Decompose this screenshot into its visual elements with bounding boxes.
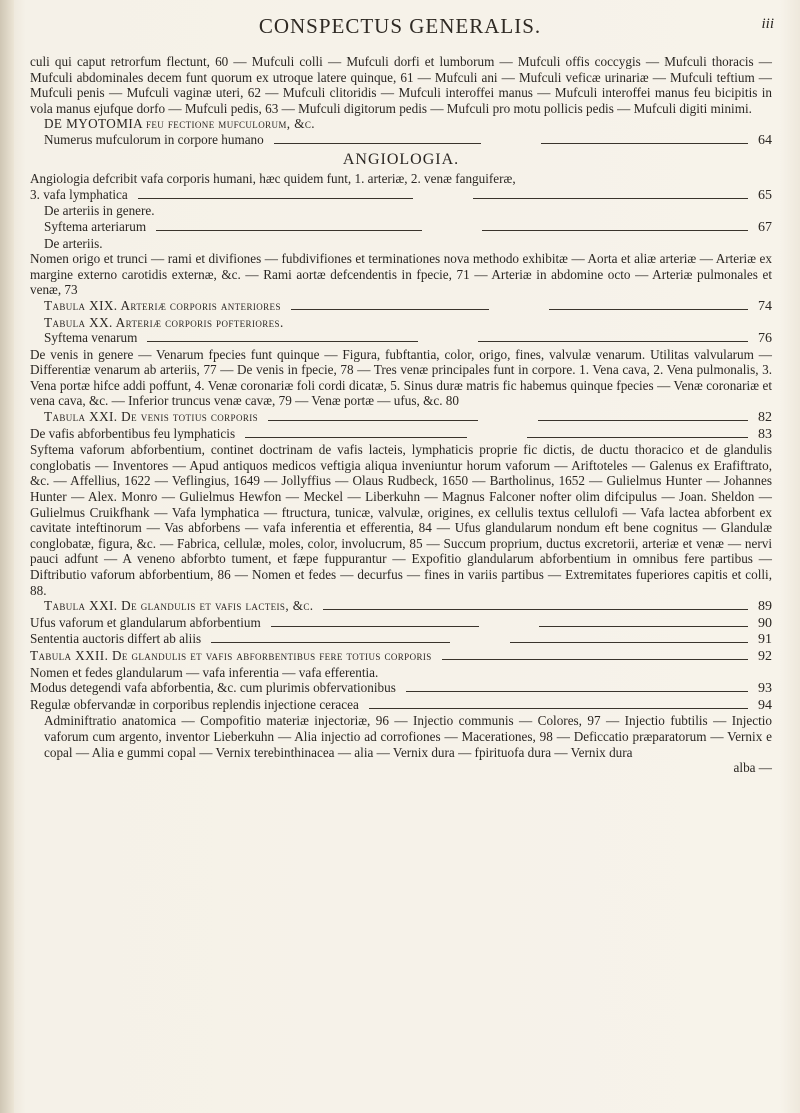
catchword: alba — <box>733 760 772 776</box>
leader-rule <box>138 198 413 199</box>
toc-entry-label: Syftema venarum <box>44 330 138 346</box>
de-arteriis: De arteriis. <box>44 235 103 251</box>
toc-entry-de-vasis <box>30 426 772 443</box>
toc-entry-regulae <box>30 697 772 714</box>
leader-rule <box>539 626 748 627</box>
paragraph-nomen-origo: Nomen origo et trunci — rami et divifiones — fubdivifiones et terminationes nova methodo exhibitæ — Aorta et aliæ arteriæ — Arteriæ ex margine externo carotidis externæ, &c. — Rami aortæ defcendentis in fpecie, 71 — Arteriæ in abdomine octo — Arteriæ pulmonales et venæ, 73 <box>30 251 772 298</box>
leader-rule <box>406 691 748 692</box>
toc-entry-label: Modus detegendi vafa abforbentia, &c. cum plurimis obfervationibus <box>30 680 396 696</box>
toc-page-ref: 89 <box>758 599 772 615</box>
leader-rule <box>541 143 748 144</box>
toc-entry-label: Tabula XXI. De venis totius corporis <box>44 409 259 425</box>
toc-page-ref: 90 <box>758 615 772 631</box>
toc-page-ref: 91 <box>758 632 772 648</box>
toc-entry-systema-venarum <box>30 330 772 347</box>
paragraph-de-venis: De venis in genere — Venarum fpecies funt quinque — Figura, fubftantia, color, origo, fines, valvulæ venarum. Utilitas valvularum — Differentiæ venarum ab arteriis, 77 — De venis in fpecie, 78 — Tres venæ principales funt in corpore. 1. Vena cava, 2. Vena pulmonalis, 3. Vena portæ hifce addi poffunt, 4. Venæ coronariæ foli cordi dicatæ, 5. Sinus duræ matris fic habemus quinque fpecies — Venæ coronariæ et vena cava, &c. — Inferior truncus venæ cavæ, 79 — Venæ portæ — ufus, &c. 80 <box>30 346 772 409</box>
leader-rule <box>510 642 748 643</box>
toc-entry-label: Syftema arteriarum <box>44 218 147 234</box>
toc-entry-modus <box>30 680 772 697</box>
toc-page-ref: 74 <box>758 298 773 314</box>
leader-rule <box>268 420 478 421</box>
leader-rule <box>323 609 748 610</box>
page-header <box>0 14 800 44</box>
toc-entry-tabula-xx: Tabula XX. Arteriæ corporis pofteriores. <box>44 314 284 330</box>
toc-page-ref: 83 <box>758 426 772 442</box>
toc-entry-label: Tabula XIX. Arteriæ corporis anteriores <box>44 297 281 313</box>
leader-rule <box>369 708 748 709</box>
angiologia-intro: Angiologia defcribit vafa corporis humani, hæc quidem funt, 1. arteriæ, 2. venæ fanguiferæ, <box>30 171 516 187</box>
leader-rule <box>538 420 748 421</box>
toc-entry-sententia <box>30 631 772 648</box>
toc-entry-label: De vafis abforbentibus feu lymphaticis <box>30 425 236 441</box>
toc-entry-numerus <box>30 132 772 149</box>
leader-rule <box>156 230 422 231</box>
toc-entry-label: 3. vafa lymphatica <box>30 186 128 202</box>
toc-entry-label: Regulæ obfervandæ in corporibus replendis injectione ceracea <box>30 696 359 712</box>
toc-page-ref: 65 <box>758 187 772 203</box>
paragraph-systema-vasorum: Syftema vaforum abforbentium, continet doctrinam de vafis lacteis, lymphaticis proprie fic dictis, de ductu thoracico et de glandulis conglobatis — Inventores — Apud antiquos medicos veftigia aliqua inveniuntur horum vaforum — Ariftoteles — Galenus ex Erafiftrato, &c. — Affellius, 1622 — Veflingius, 1649 — Jollyffius — Olaus Rudbeck, 1650 — Bartholinus, 1652 — Gulielmus Hunter — Johannes Hunter — Alex. Monro — Gulielmus Hewfon — Meckel — Liberkuhn — Magnus Falconer nofter olim difcipulus — Joan. Sheldon — Gulielmus Cruikfhank — Vafa lymphatica — ftructura, tunicæ, valvulæ, origines, ex cellulis textus cellulofi — Vafa lactea abforbent ex cavitate inteftinorum — Vas abforbens — vafa inferentia et efferentia, 84 — Ufus glandularum nondum eft bene cognitus — Glandulæ conglobatæ, figura, &c. — Fabrica, cellulæ, moles, color, involucrum, 85 — Succum proprium, ductus excretorii, arteriæ et venæ — nervi pauci adfunt — A veneno abforbto tument, et fæpe fuppurantur — Expofitio glandularum abforbentium in omnibus fere partibus — Diftributio vaforum abforbentium, 86 — Nomen et fedes — decurfus — fines in variis partibus — Extremitates fuperiores capitis et colli, 88. <box>30 442 772 598</box>
toc-entry-tabula-xxi <box>30 409 772 426</box>
leader-rule <box>442 659 748 660</box>
leader-rule <box>527 437 748 438</box>
leader-rule <box>274 143 481 144</box>
toc-page-ref: 76 <box>758 331 773 347</box>
page-content <box>30 54 772 776</box>
leader-rule <box>271 626 480 627</box>
paragraph-administratio: Adminiftratio anatomica — Compofitio materiæ injectoriæ, 96 — Injectio communis — Colores, 97 — Injectio fubtilis — Injectio vaforum cum argento, inventor Lieberkuhn — Alia injectio ad corrofiones — Macerationes, 98 — Deficcatio præparatorum — Vernix e copal — Alia e gummi copal — Vernix terebinthinacea — alia — Vernix dura — fpirituofa dura — Vernix dura <box>44 713 772 760</box>
section-heading-angiologia: ANGIOLOGIA. <box>342 150 460 168</box>
toc-entry-tabula-xix <box>30 298 772 315</box>
toc-page-ref: 94 <box>758 697 772 713</box>
de-myotomia-line: DE MYOTOMIA feu fectione mufculorum, &c. <box>44 116 315 132</box>
toc-entry-label: Ufus vaforum et glandularum abforbentium <box>30 614 261 630</box>
toc-page-ref: 93 <box>758 681 772 697</box>
leader-rule <box>291 309 490 310</box>
toc-page-ref: 92 <box>758 648 772 664</box>
toc-page-ref: 64 <box>758 132 772 148</box>
toc-entry-systema-arteriarum <box>30 219 772 236</box>
leader-rule <box>245 437 466 438</box>
page-gutter <box>0 0 14 1113</box>
leader-rule <box>473 198 748 199</box>
running-title: CONSPECTUS GENERALIS. <box>258 14 542 38</box>
toc-entry-label: Tabula XXI. De glandulis et vafis lacteis, &c. <box>44 598 314 614</box>
leader-rule <box>147 341 417 342</box>
paragraph-musculi: culi qui caput retrorfum flectunt, 60 — Mufculi colli — Mufculi dorfi et lumborum — Mufculi offis coccygis — Mufculi thoracis — Mufculi abdominales decem funt quorum ex utroque latere quinque, 61 — Mufculi ani — Mufculi veficæ urinariæ — Mufculi teftium — Mufculi penis — Mufculi vaginæ uteri, 62 — Mufculi clitoridis — Mufculi interoffei manus — Mufculi interoffei manus feu bicipitis in vola manus ejufque dorfo — Mufculi pedis, 63 — Mufculi digitorum pedis — Mufculi pro motu pollicis pedis — Mufculi digiti minimi. <box>30 54 772 116</box>
nomen-sedes-line: Nomen et fedes glandularum — vafa inferentia — vafa efferentia. <box>30 664 379 680</box>
toc-page-ref: 82 <box>758 410 773 426</box>
toc-entry-label: Sententia auctoris differt ab aliis <box>30 631 202 647</box>
toc-entry-usus <box>30 615 772 632</box>
leader-rule <box>211 642 449 643</box>
toc-entry-vasa-lymphatica <box>30 187 772 204</box>
toc-entry-label: Numerus mufculorum in corpore humano <box>44 131 264 147</box>
toc-entry-tabula-xxi-glandulis <box>30 598 772 615</box>
page-number: iii <box>761 16 774 32</box>
toc-page-ref: 67 <box>758 219 773 235</box>
de-arteriis-in-genere: De arteriis in genere. <box>44 203 155 219</box>
leader-rule <box>478 341 748 342</box>
leader-rule <box>549 309 748 310</box>
toc-entry-tabula-xxii <box>30 648 772 665</box>
toc-entry-label: Tabula XXII. De glandulis et vafis abforbentibus fere totius corporis <box>30 647 432 663</box>
leader-rule <box>482 230 748 231</box>
